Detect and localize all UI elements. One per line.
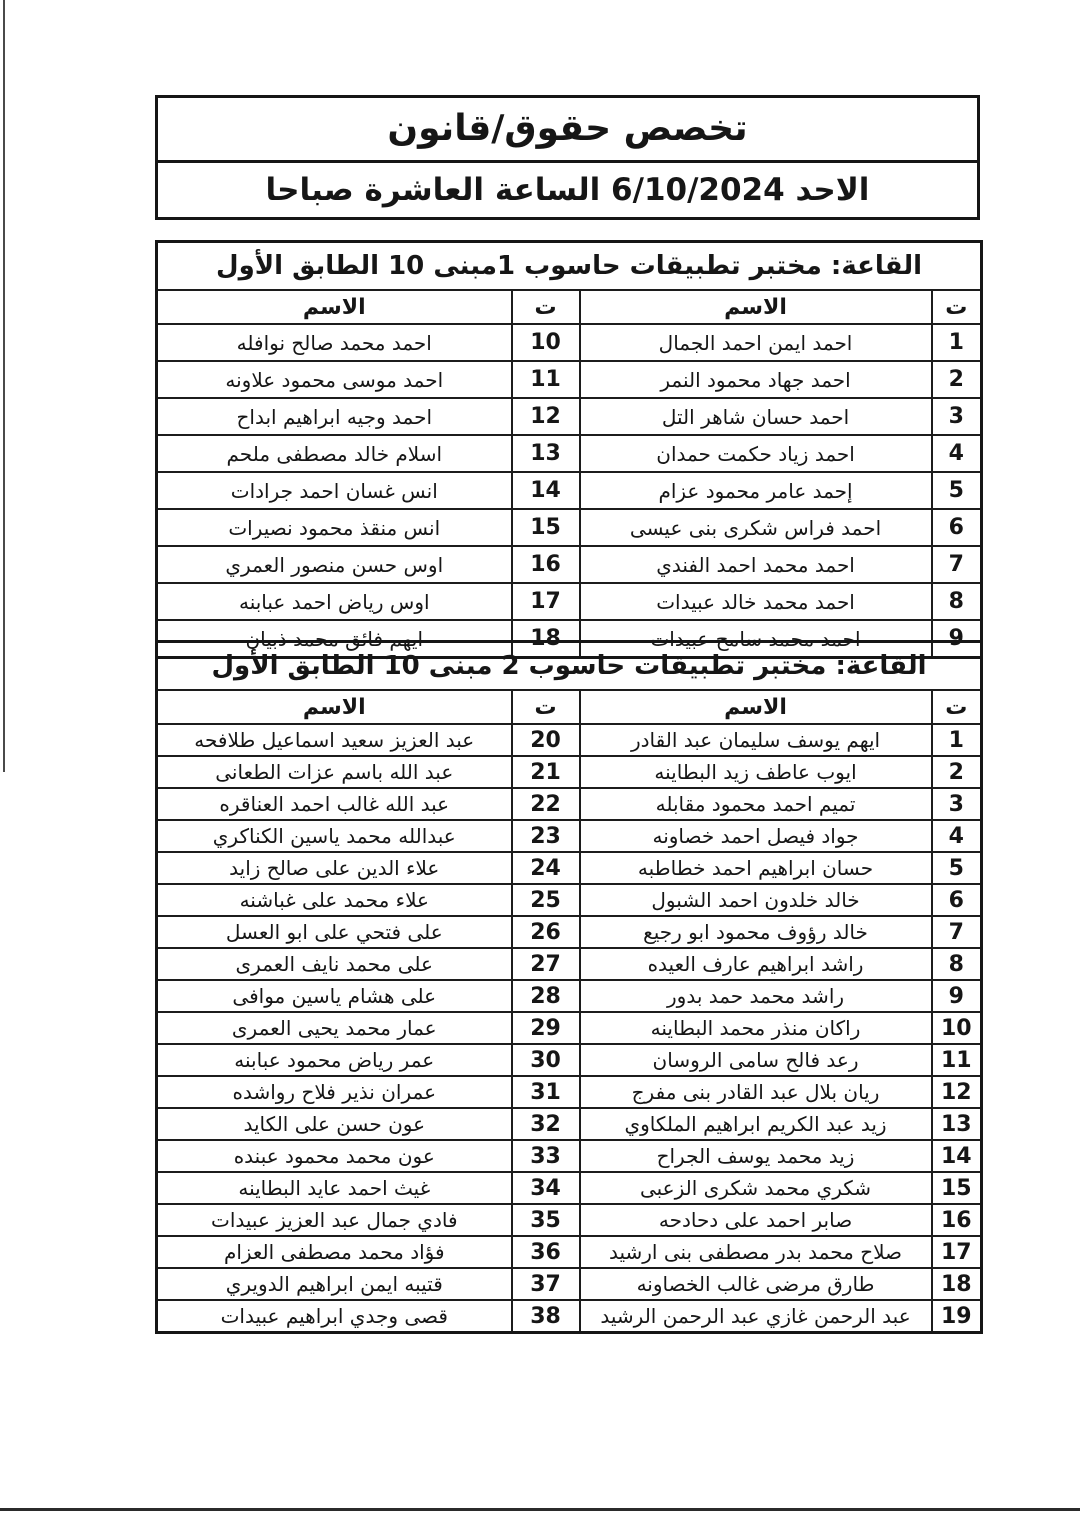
- student-name-cell: جواد فيصل احمد خصاونه: [580, 820, 932, 852]
- roster-row: [157, 756, 982, 788]
- student-number-cell: 15: [932, 1172, 982, 1204]
- student-number-cell: 1: [932, 324, 982, 361]
- student-name-cell: انس منقذ محمود نصيرات: [157, 509, 512, 546]
- roster-row: [157, 1140, 982, 1172]
- student-name-cell: رعد فالح سامى الروسان: [580, 1044, 932, 1076]
- student-name-cell: احمد موسى محمود علاونه: [157, 361, 512, 398]
- roster-row: [157, 1076, 982, 1108]
- roster-row: [157, 916, 982, 948]
- caption-row: [157, 242, 982, 291]
- student-name-cell: احمد محمد احمد الفندي: [580, 546, 932, 583]
- student-number-cell: 6: [932, 884, 982, 916]
- student-name-cell: صلاح محمد بدر مصطفى بنى ارشيد: [580, 1236, 932, 1268]
- student-name-cell: احمد زياد حكمت حمدان: [580, 435, 932, 472]
- student-name-cell: زيد عبد الكريم ابراهيم الملكاوي: [580, 1108, 932, 1140]
- student-name-cell: اوس رياض احمد عبابنه: [157, 583, 512, 620]
- student-name-cell: عون حسن على الكايد: [157, 1108, 512, 1140]
- roster-row: [157, 546, 982, 583]
- student-name-cell: زيد محمد يوسف الجراح: [580, 1140, 932, 1172]
- student-number-cell: 2: [932, 756, 982, 788]
- student-name-cell: ريان بلال عبد القادر بنى مفرج: [580, 1076, 932, 1108]
- roster-table-lab2: [155, 640, 983, 1334]
- student-number-cell: 11: [512, 361, 580, 398]
- student-number-cell: 5: [932, 852, 982, 884]
- student-number-cell: 17: [932, 1236, 982, 1268]
- student-number-cell: 26: [512, 916, 580, 948]
- student-number-cell: 11: [932, 1044, 982, 1076]
- student-number-cell: 32: [512, 1108, 580, 1140]
- student-name-cell: ايوب عاطف زيد البطاينه: [580, 756, 932, 788]
- column-header-name: الاسم: [580, 290, 932, 324]
- student-name-cell: فادي جمال عبد العزيز عبيدات: [157, 1204, 512, 1236]
- student-name-cell: عمر رياض محمود عبابنه: [157, 1044, 512, 1076]
- student-name-cell: تميم احمد محمود مقابله: [580, 788, 932, 820]
- student-number-cell: 3: [932, 788, 982, 820]
- student-number-cell: 18: [512, 620, 580, 658]
- student-number-cell: 38: [512, 1300, 580, 1333]
- student-number-cell: 9: [932, 980, 982, 1012]
- student-number-cell: 19: [932, 1300, 982, 1333]
- roster-row: [157, 1172, 982, 1204]
- student-name-cell: عبد العزيز سعيد اسماعيل طلافحه: [157, 724, 512, 756]
- student-number-cell: 6: [932, 509, 982, 546]
- student-name-cell: خالد خلدون احمد الشبول: [580, 884, 932, 916]
- roster-row: [157, 820, 982, 852]
- student-number-cell: 37: [512, 1268, 580, 1300]
- column-header-row: [157, 690, 982, 724]
- student-number-cell: 36: [512, 1236, 580, 1268]
- student-number-cell: 20: [512, 724, 580, 756]
- student-name-cell: احمد ايمن احمد الجمال: [580, 324, 932, 361]
- roster-row: [157, 324, 982, 361]
- student-name-cell: عبدالله محمد ياسين الكناكري: [157, 820, 512, 852]
- student-number-cell: 30: [512, 1044, 580, 1076]
- roster-row: [157, 980, 982, 1012]
- student-name-cell: احمد فراس شكرى بنى عيسى: [580, 509, 932, 546]
- student-name-cell: احمد محمد سامح عبيدات: [580, 620, 932, 658]
- student-name-cell: اسلام خالد مصطفى ملحم: [157, 435, 512, 472]
- student-number-cell: 1: [932, 724, 982, 756]
- column-header-number: ت: [512, 290, 580, 324]
- student-number-cell: 23: [512, 820, 580, 852]
- student-number-cell: 13: [932, 1108, 982, 1140]
- student-number-cell: 18: [932, 1268, 982, 1300]
- student-name-cell: قصى وجدي ابراهيم عبيدات: [157, 1300, 512, 1333]
- student-number-cell: 5: [932, 472, 982, 509]
- student-name-cell: عمار محمد يحيى العمرى: [157, 1012, 512, 1044]
- roster-row: [157, 948, 982, 980]
- column-header-number: ت: [512, 690, 580, 724]
- roster-row: [157, 1204, 982, 1236]
- document-header: [155, 95, 980, 220]
- student-name-cell: فؤاد محمد مصطفى العزام: [157, 1236, 512, 1268]
- student-number-cell: 12: [512, 398, 580, 435]
- roster-row: [157, 435, 982, 472]
- student-number-cell: 14: [932, 1140, 982, 1172]
- column-header-row: [157, 290, 982, 324]
- student-number-cell: 31: [512, 1076, 580, 1108]
- student-number-cell: 16: [512, 546, 580, 583]
- room-caption: القاعة: مختبر تطبيقات حاسوب 1مبنى 10 الطابق الأول: [157, 242, 982, 291]
- roster-row: [157, 788, 982, 820]
- student-name-cell: علاء الدين على صالح زايد: [157, 852, 512, 884]
- student-number-cell: 21: [512, 756, 580, 788]
- student-name-cell: شكري محمد شكرى الزعبى: [580, 1172, 932, 1204]
- student-number-cell: 17: [512, 583, 580, 620]
- roster-row: [157, 361, 982, 398]
- student-name-cell: راكان منذر محمد البطاينه: [580, 1012, 932, 1044]
- scan-edge-line-bottom: [0, 1508, 1080, 1511]
- room-caption: القاعة: مختبر تطبيقات حاسوب 2 مبنى 10 الطابق الأول: [157, 642, 982, 691]
- column-header-name: الاسم: [157, 290, 512, 324]
- column-header-name: الاسم: [157, 690, 512, 724]
- roster-row: [157, 724, 982, 756]
- student-name-cell: طارق مرضى غالب الخصاونه: [580, 1268, 932, 1300]
- roster-row: [157, 884, 982, 916]
- student-number-cell: 9: [932, 620, 982, 658]
- student-number-cell: 7: [932, 916, 982, 948]
- student-number-cell: 22: [512, 788, 580, 820]
- student-name-cell: خالد رؤوف محمود ابو رجيع: [580, 916, 932, 948]
- student-name-cell: اوس حسن منصور العمري: [157, 546, 512, 583]
- student-number-cell: 2: [932, 361, 982, 398]
- roster-row: [157, 1012, 982, 1044]
- roster-row: [157, 1300, 982, 1333]
- student-number-cell: 16: [932, 1204, 982, 1236]
- student-number-cell: 27: [512, 948, 580, 980]
- student-name-cell: على فتحي على ابو العسل: [157, 916, 512, 948]
- student-name-cell: على هشام ياسين موافى: [157, 980, 512, 1012]
- student-number-cell: 3: [932, 398, 982, 435]
- scan-edge-line-left: [3, 0, 5, 772]
- student-number-cell: 14: [512, 472, 580, 509]
- student-name-cell: غيث احمد عايد البطاينه: [157, 1172, 512, 1204]
- student-name-cell: احمد محمد صالح نوافله: [157, 324, 512, 361]
- student-name-cell: صابر احمد على دحادحه: [580, 1204, 932, 1236]
- column-header-name: الاسم: [580, 690, 932, 724]
- roster-row: [157, 852, 982, 884]
- student-name-cell: عبد الرحمن غازي عبد الرحمن الرشيد: [580, 1300, 932, 1333]
- student-name-cell: علاء محمد على غباشنه: [157, 884, 512, 916]
- student-number-cell: 7: [932, 546, 982, 583]
- exam-datetime: الاحد 6/10/2024 الساعة العاشرة صباحا: [265, 172, 870, 208]
- student-number-cell: 35: [512, 1204, 580, 1236]
- student-number-cell: 8: [932, 583, 982, 620]
- student-name-cell: احمد محمد خالد عبيدات: [580, 583, 932, 620]
- student-name-cell: احمد وجيه ابراهيم ابداح: [157, 398, 512, 435]
- student-number-cell: 28: [512, 980, 580, 1012]
- student-number-cell: 15: [512, 509, 580, 546]
- roster-row: [157, 583, 982, 620]
- student-name-cell: حسان ابراهيم احمد خطاطبه: [580, 852, 932, 884]
- student-number-cell: 25: [512, 884, 580, 916]
- student-name-cell: عمران نذير فلاح رواشده: [157, 1076, 512, 1108]
- student-name-cell: ايهم يوسف سليمان عبد القادر: [580, 724, 932, 756]
- student-name-cell: ايهم فائق محمد ذبيان: [157, 620, 512, 658]
- student-number-cell: 10: [932, 1012, 982, 1044]
- student-number-cell: 29: [512, 1012, 580, 1044]
- student-name-cell: احمد حسان شاهر التل: [580, 398, 932, 435]
- student-name-cell: احمد جهاد محمود النمر: [580, 361, 932, 398]
- student-number-cell: 34: [512, 1172, 580, 1204]
- roster-row: [157, 1236, 982, 1268]
- student-number-cell: 8: [932, 948, 982, 980]
- student-name-cell: راشد محمد حمد بدور: [580, 980, 932, 1012]
- student-number-cell: 4: [932, 435, 982, 472]
- page-title: تخصص حقوق/قانون: [158, 98, 977, 163]
- roster-row: [157, 1268, 982, 1300]
- student-number-cell: 12: [932, 1076, 982, 1108]
- roster-table-lab1: [155, 240, 983, 659]
- column-header-number: ت: [932, 690, 982, 724]
- student-name-cell: على محمد نايف العمرى: [157, 948, 512, 980]
- student-name-cell: راشد ابراهيم عارف العيده: [580, 948, 932, 980]
- student-name-cell: عبد الله باسم عزات الطعانى: [157, 756, 512, 788]
- student-name-cell: انس غسان احمد جرادات: [157, 472, 512, 509]
- student-name-cell: إحمد عامر محمود عزام: [580, 472, 932, 509]
- roster-row: [157, 1044, 982, 1076]
- student-number-cell: 13: [512, 435, 580, 472]
- column-header-number: ت: [932, 290, 982, 324]
- caption-row: [157, 642, 982, 691]
- student-name-cell: قتيبه ايمن ابراهيم الدويري: [157, 1268, 512, 1300]
- student-name-cell: عون محمد محمود عبنده: [157, 1140, 512, 1172]
- roster-row: [157, 398, 982, 435]
- roster-row: [157, 472, 982, 509]
- student-number-cell: 33: [512, 1140, 580, 1172]
- student-number-cell: 4: [932, 820, 982, 852]
- roster-row: [157, 1108, 982, 1140]
- student-number-cell: 10: [512, 324, 580, 361]
- student-name-cell: عبد الله غالب احمد العناقره: [157, 788, 512, 820]
- roster-row: [157, 509, 982, 546]
- student-number-cell: 24: [512, 852, 580, 884]
